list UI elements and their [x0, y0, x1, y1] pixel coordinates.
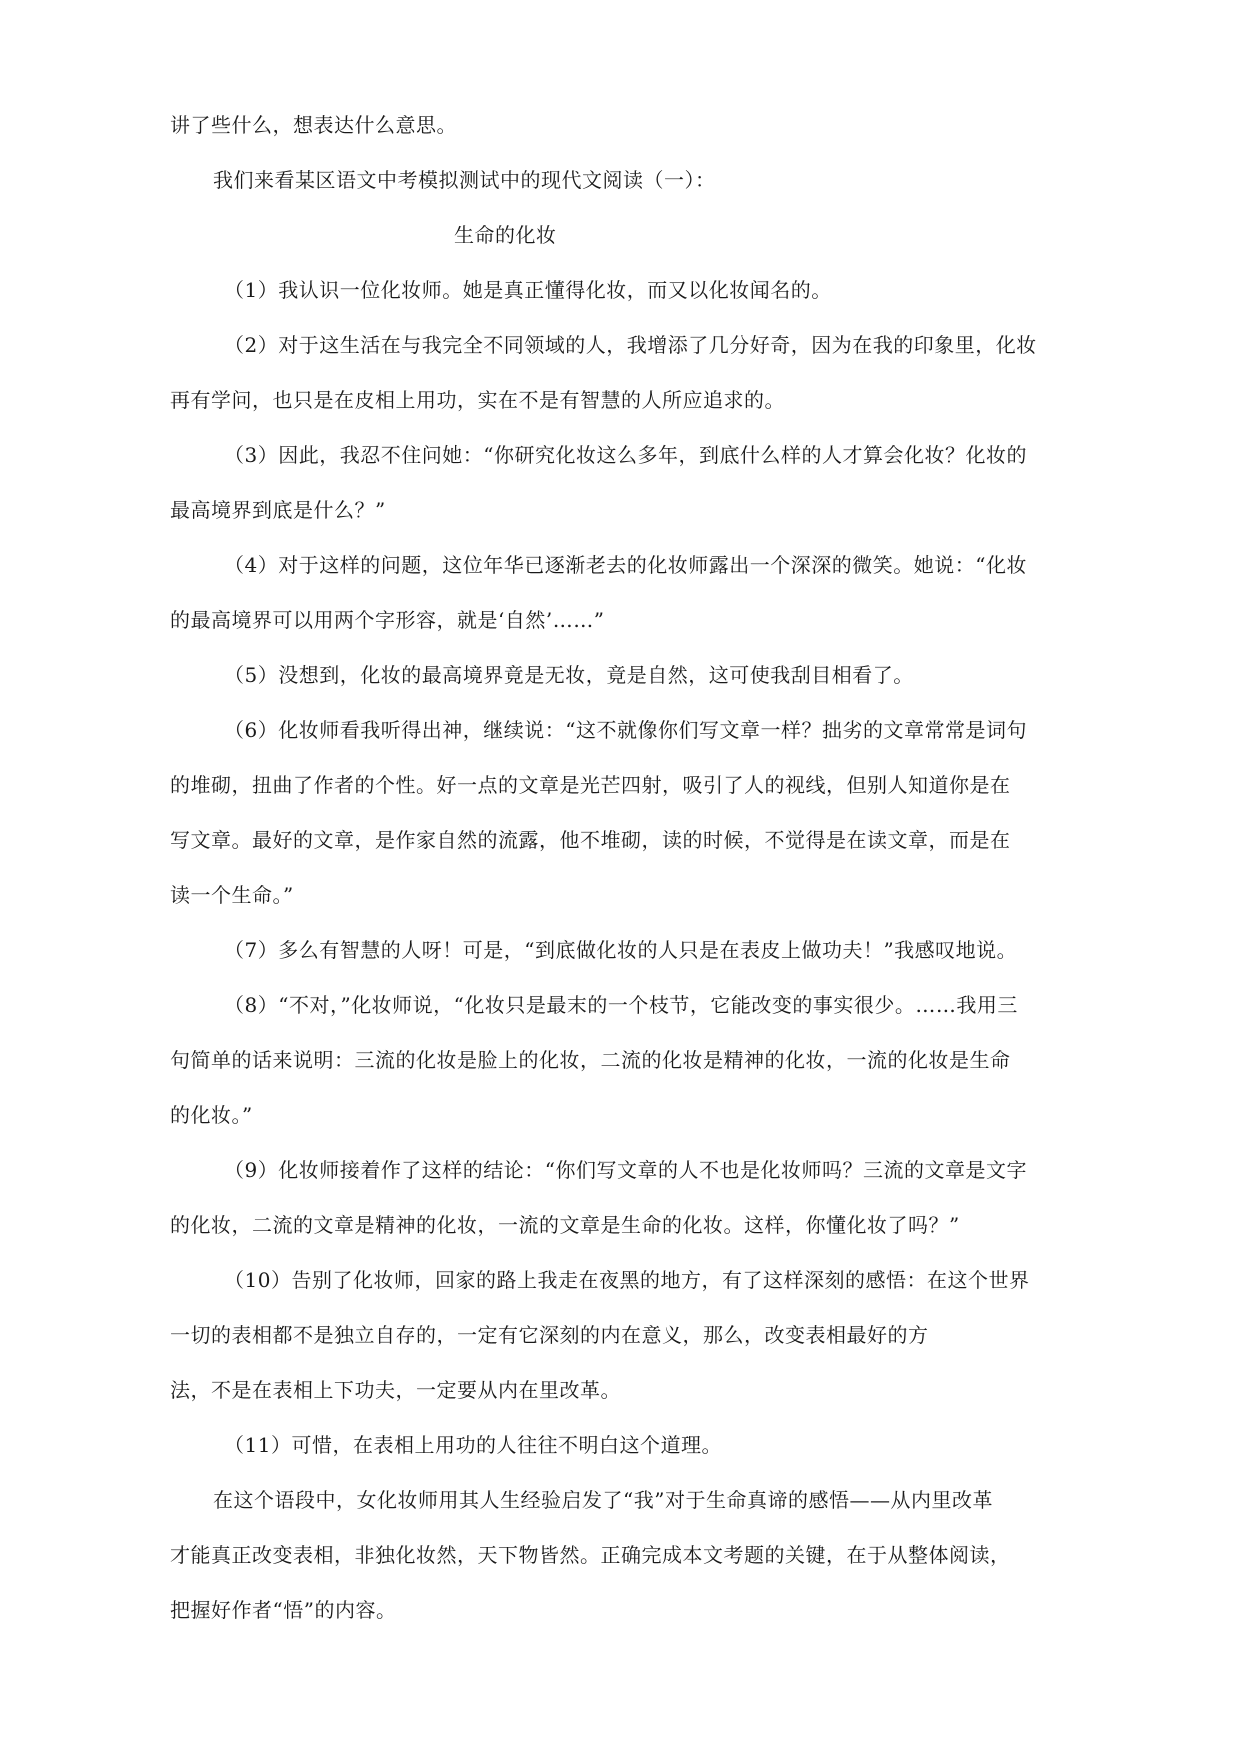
text-line: 的最高境界可以用两个字形容，就是‘自然’……”	[170, 608, 605, 632]
text-line: 把握好作者“悟”的内容。	[170, 1598, 397, 1622]
text-line: 再有学问，也只是在皮相上用功，实在不是有智慧的人所应追求的。	[170, 388, 785, 412]
text-line: 一切的表相都不是独立自存的，一定有它深刻的内在意义，那么，改变表相最好的方	[170, 1323, 929, 1347]
text-line: 的堆砌，扭曲了作者的个性。好一点的文章是光芒四射，吸引了人的视线，但别人知道你是在	[170, 773, 1011, 797]
text-line: 读一个生命。”	[170, 883, 294, 907]
text-line: （9）化妆师接着作了这样的结论：“你们写文章的人不也是化妆师吗？三流的文章是文字	[224, 1158, 1027, 1182]
text-line: （7）多么有智慧的人呀！可是，“到底做化妆的人只是在表皮上做功夫！”我感叹地说。	[224, 938, 1018, 962]
text-line: （10）告别了化妆师，回家的路上我走在夜黑的地方，有了这样深刻的感悟：在这个世界	[224, 1268, 1030, 1292]
text-line: （8）“不对，”化妆师说，“化妆只是最末的一个枝节，它能改变的事实很少。……我用三	[224, 993, 1018, 1017]
text-line: 我们来看某区语文中考模拟测试中的现代文阅读（一）：	[213, 168, 716, 192]
text-line: （3）因此，我忍不住问她：“你研究化妆这么多年，到底什么样的人才算会化妆？化妆的	[224, 443, 1027, 467]
text-line: （2）对于这生活在与我完全不同领域的人，我增添了几分好奇，因为在我的印象里，化妆	[224, 333, 1037, 357]
text-line: 的化妆。”	[170, 1103, 253, 1127]
text-line: （6）化妆师看我听得出神，继续说：“这不就像你们写文章一样？拙劣的文章常常是词句	[224, 718, 1027, 742]
text-line: 句简单的话来说明：三流的化妆是脸上的化妆，二流的化妆是精神的化妆，一流的化妆是生命	[170, 1048, 1011, 1072]
text-line: 在这个语段中，女化妆师用其人生经验启发了“我”对于生命真谛的感悟——从内里改革	[213, 1488, 993, 1512]
text-line: （1）我认识一位化妆师。她是真正懂得化妆，而又以化妆闻名的。	[224, 278, 832, 302]
text-line: 的化妆，二流的文章是精神的化妆，一流的文章是生命的化妆。这样，你懂化妆了吗？”	[170, 1213, 960, 1237]
text-line: 讲了些什么，想表达什么意思。	[170, 113, 457, 137]
text-line: （5）没想到，化妆的最高境界竟是无妆，竟是自然，这可使我刮目相看了。	[224, 663, 914, 687]
text-line: 才能真正改变表相，非独化妆然，天下物皆然。正确完成本文考题的关键，在于从整体阅读，	[170, 1543, 1011, 1567]
text-line: 写文章。最好的文章，是作家自然的流露，他不堆砌，读的时候，不觉得是在读文章，而是在	[170, 828, 1011, 852]
text-line: （4）对于这样的问题，这位年华已逐渐老去的化妆师露出一个深深的微笑。她说：“化妆	[224, 553, 1027, 577]
text-line: （11）可惜，在表相上用功的人往往不明白这个道理。	[224, 1433, 722, 1457]
passage-title: 生命的化妆	[454, 223, 557, 247]
text-line: 最高境界到底是什么？”	[170, 498, 386, 522]
text-line: 法，不是在表相上下功夫，一定要从内在里改革。	[170, 1378, 621, 1402]
